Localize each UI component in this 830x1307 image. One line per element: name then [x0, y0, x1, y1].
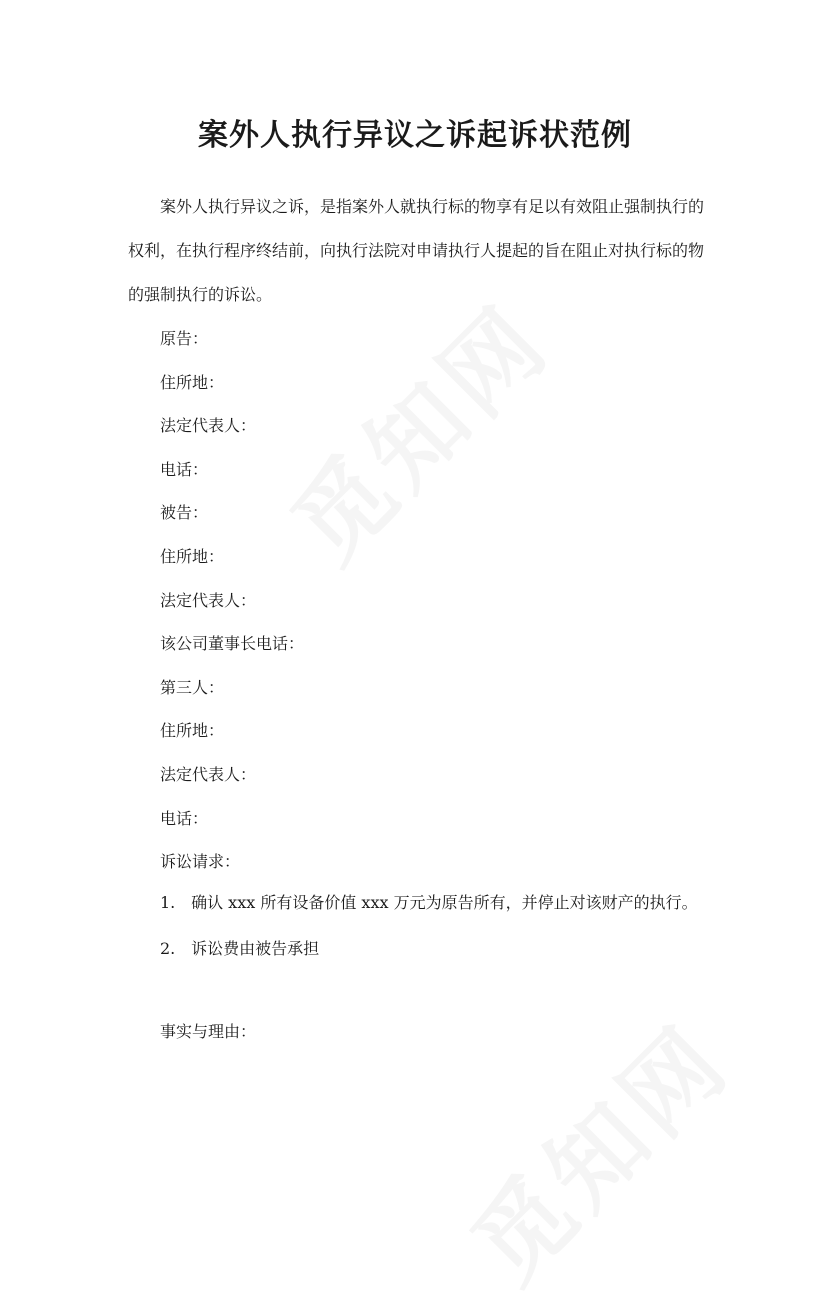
field-third-party: 第三人：: [160, 677, 225, 697]
field-claims-heading: 诉讼请求：: [160, 852, 241, 872]
field-third-party-phone: 电话：: [160, 808, 209, 828]
party-fields: [128, 317, 708, 884]
claim-item: [128, 926, 708, 972]
field-defendant-chairman-phone: 该公司董事长电话：: [160, 634, 305, 654]
field-plaintiff: 原告：: [160, 329, 209, 348]
field-defendant-representative: 法定代表人：: [160, 590, 257, 610]
field-defendant: 被告：: [160, 503, 209, 523]
claim-number: 1.: [160, 893, 176, 912]
watermark: 觅知网: [271, 283, 572, 584]
intro-paragraph: 案外人执行异议之诉，是指案外人就执行标的物享有足以有效阻止强制执行的权利，在执行程序终结前，向执行法院对申请执行人提起的旨在阻止对执行标的物的强制执行的诉讼。: [128, 197, 705, 304]
document-title: 案外人执行异议之诉起诉状范例: [198, 118, 632, 153]
field-plaintiff-phone: 电话：: [160, 459, 209, 479]
facts-heading: 事实与理由：: [160, 1022, 257, 1041]
claim-text: 诉讼费由被告承担: [191, 939, 320, 958]
claim-text: 确认 xxx 所有设备价值 xxx 万元为原告所有，并停止对该财产的执行。: [191, 893, 698, 912]
field-plaintiff-representative: 法定代表人：: [160, 416, 257, 436]
claims-list: [128, 880, 708, 972]
field-third-party-address: 住所地：: [160, 721, 225, 741]
field-plaintiff-address: 住所地：: [160, 372, 225, 392]
claim-number: 2.: [160, 939, 176, 958]
field-defendant-address: 住所地：: [160, 546, 225, 566]
claim-item: [128, 880, 708, 926]
watermark: 觅知网: [451, 1003, 752, 1304]
field-third-party-representative: 法定代表人：: [160, 764, 257, 784]
